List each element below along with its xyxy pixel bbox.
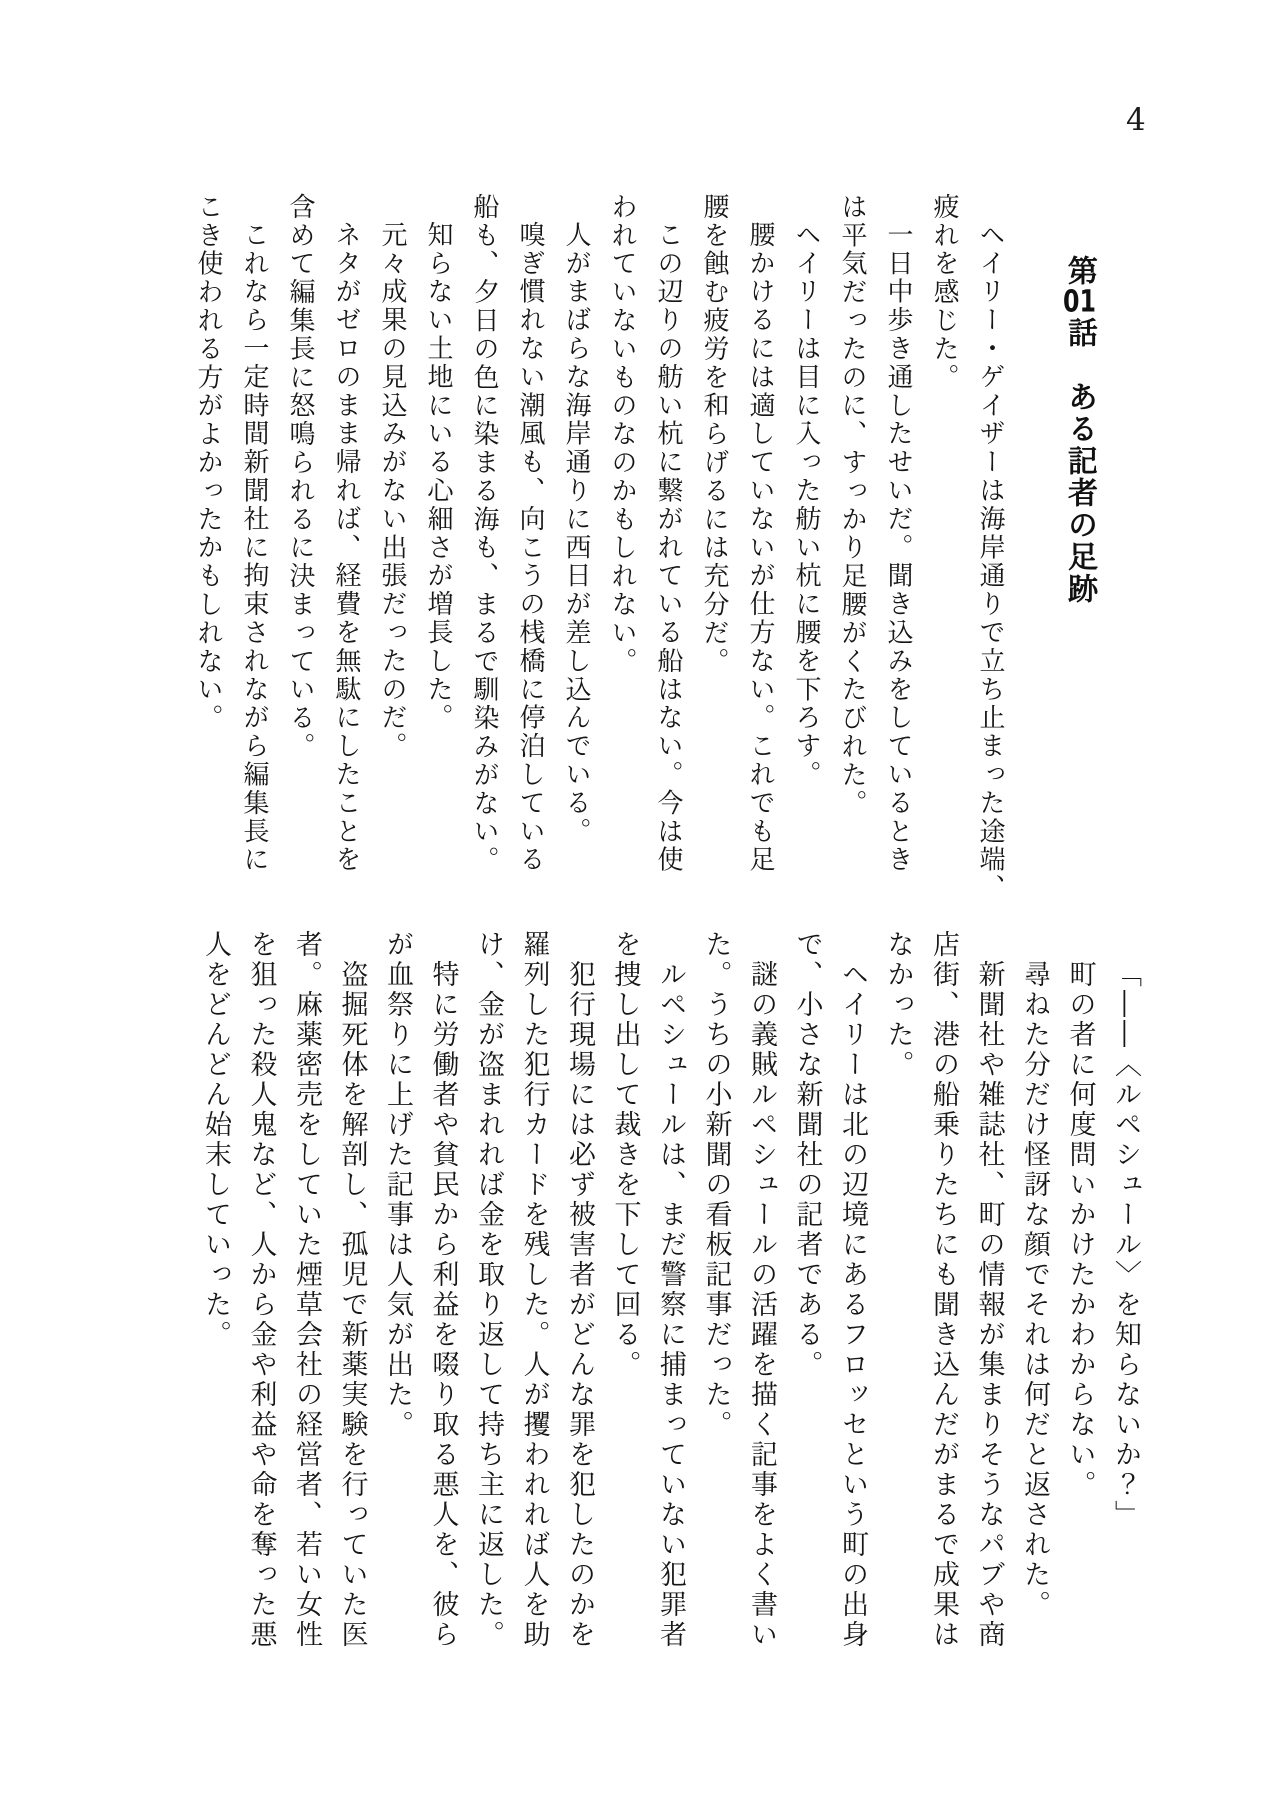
text-column: を捜し出して裁きを下して回る。 [609,930,641,1380]
text-column: 腰かけるには適していないが仕方ない。これでも足 [745,221,775,875]
chapter-number: 01 [1063,287,1096,317]
text-column: 含めて編集長に怒鳴られるに決まっている。 [285,193,315,761]
page-number: 4 [1126,102,1146,138]
text-column: こき使われる方がよかったかもしれない。 [193,193,223,733]
text-column: 羅列した犯行カードを残した。人が攫われれば人を助 [518,930,550,1650]
text-column: 人をどんどん始末していった。 [200,930,231,1350]
text-column: が血祭りに上げた記事は人気が出た。 [382,930,413,1440]
text-column: 尋ねた分だけ怪訝な顔でそれは何だと返された。 [1019,960,1050,1620]
text-column: け、金が盗まれれば金を取り返して持ち主に返した。 [473,930,504,1650]
text-column: 嗅ぎ慣れない潮風も、向こうの桟橋に停泊している [515,221,545,875]
text-column: 腰を蝕む疲労を和らげるには充分だ。 [699,193,729,676]
text-column: ヘイリーは目に入った舫い杭に腰を下ろす。 [791,221,821,789]
chapter-title-name: ある記者の足跡 [1062,381,1097,605]
text-column: この辺りの舫い杭に繋がれている船はない。今は使 [653,221,683,875]
text-column: 新聞社や雑誌社、町の情報が集まりそうなパブや商 [973,960,1005,1650]
text-column: なかった。 [882,930,914,1080]
text-column: これなら一定時間新聞社に拘束されながら編集長に [239,221,269,875]
text-column: 元々成果の見込みがない出張だったのだ。 [377,221,407,761]
chapter-title-separator [1062,349,1097,381]
text-column: ヘイリー・ゲイザーは海岸通りで立ち止まった途端、 [975,221,1005,903]
text-block-bottom [192,930,1148,1656]
text-column: ルペシュールは、まだ警察に捕まっていない犯罪者 [655,960,686,1650]
text-column: 一日中歩き通したせいだ。聞き込みをしているとき [883,221,913,875]
text-block-top [185,193,1013,905]
text-column: 特に労働者や貧民から利益を啜り取る悪人を、彼ら [427,960,459,1650]
text-column: を狙った殺人鬼など、人から金や利益や命を奪った悪 [245,930,277,1650]
text-column: ヘイリーは北の辺境にあるフロッセという町の出身 [837,960,868,1650]
text-column: 船も、夕日の色に染まる海も、まるで馴染みがない。 [469,193,499,875]
text-column: 盗掘死体を解剖し、孤児で新薬実験を行っていた医 [336,960,368,1650]
text-column: 知らない土地にいる心細さが増長した。 [423,221,453,733]
text-column: 店街、港の船乗りたちにも聞き込んだがまるで成果は [928,930,959,1650]
text-column: 疲れを感じた。 [929,193,959,392]
text-column: 「――〈ルペシュール〉を知らないか？」 [1110,960,1141,1530]
text-column: 人がまばらな海岸通りに西日が差し込んでいる。 [561,221,591,846]
text-column: 町の者に何度問いかけたかわからない。 [1064,960,1096,1500]
text-column: 者。麻薬密売をしていた煙草会社の経営者、若い女性 [291,930,322,1650]
chapter-title-prefix: 第 [1062,255,1097,287]
text-column: われていないものなのかもしれない。 [607,193,637,676]
chapter-title [1061,255,1097,955]
text-column: ネタがゼロのまま帰れば、経費を無駄にしたことを [331,221,361,875]
text-column: 犯行現場には必ず被害者がどんな罪を犯したのかを [564,960,595,1650]
text-column: た。うちの小新聞の看板記事だった。 [700,930,732,1440]
text-column: は平気だったのに、すっかり足腰がくたびれた。 [837,193,867,818]
chapter-title-suffix: 話 [1062,317,1097,349]
text-column: で、小さな新聞社の記者である。 [791,930,823,1380]
text-column: 謎の義賊ルペシュールの活躍を描く記事をよく書い [746,960,777,1650]
